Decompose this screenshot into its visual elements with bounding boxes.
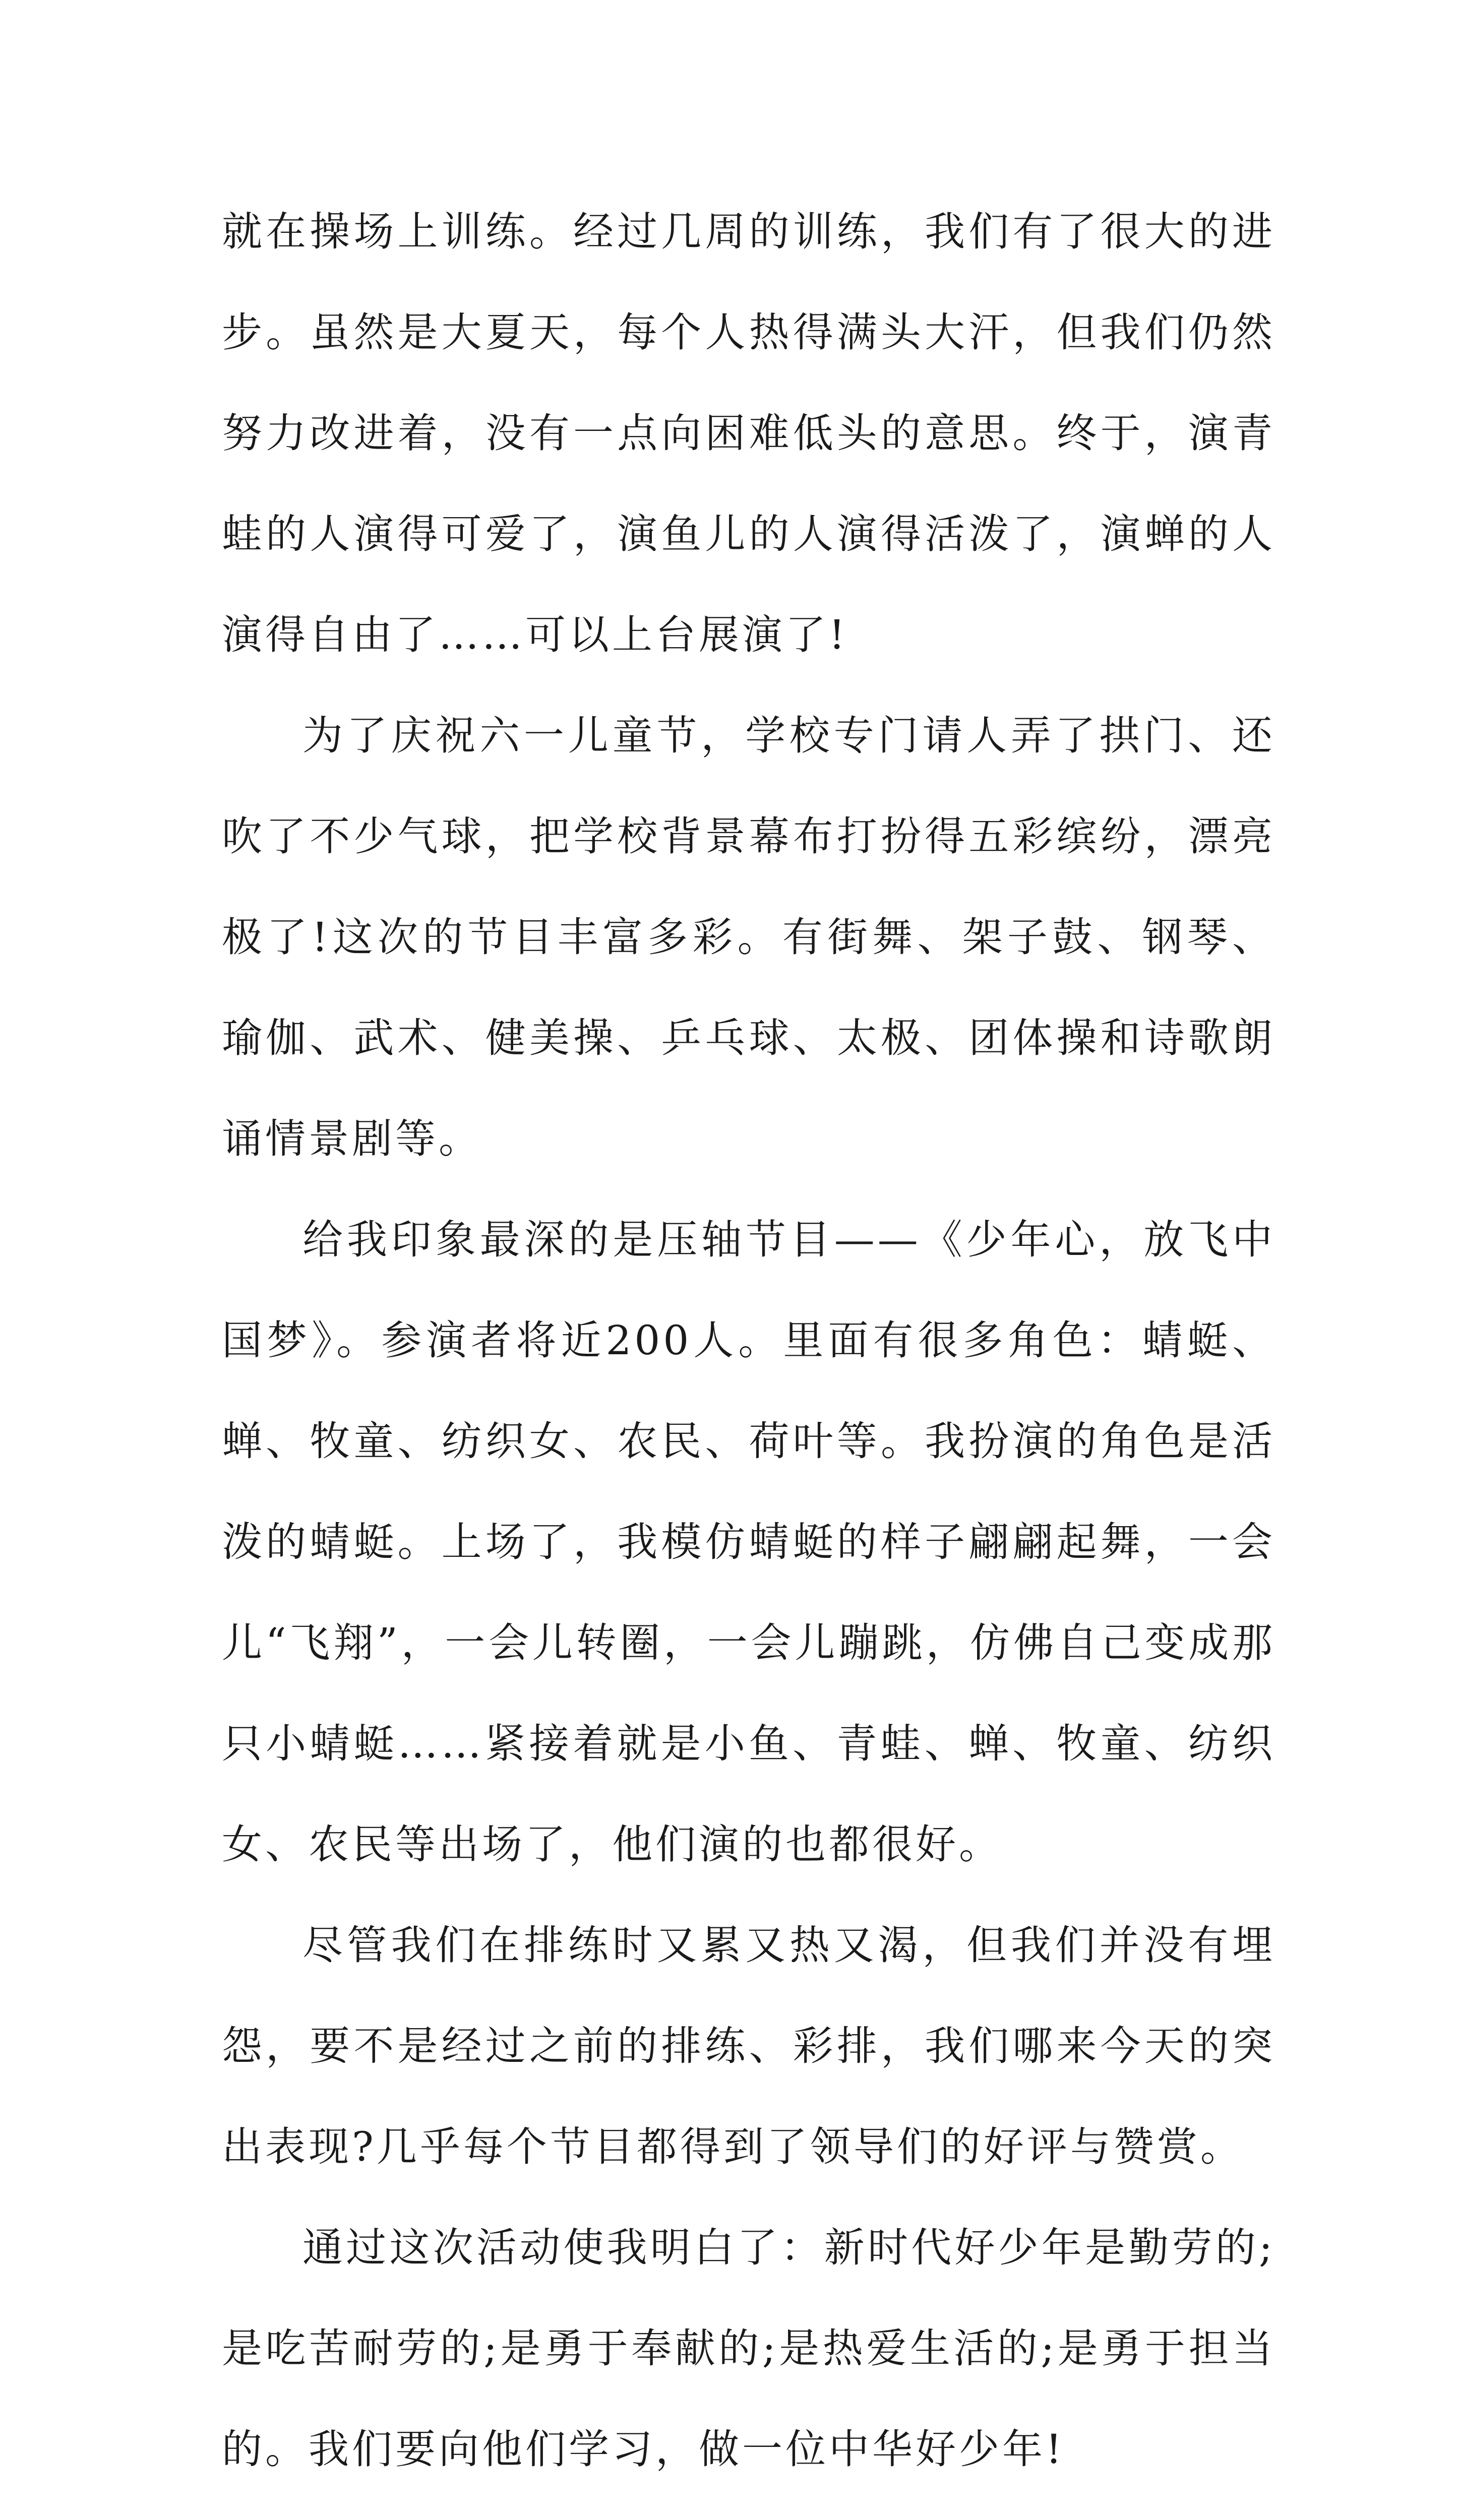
- paragraph-celebration: 为了庆祝六一儿童节，学校专门请人弄了拱门、还吹了不少气球，把学校背景幕布打扮得五彩缤纷，漂亮极了!这次的节目丰富多彩。有街舞、架子鼓、钢琴、瑜伽、武术、健美操、乒乓球、太极、团体操和诗歌朗诵情景剧等。: [222, 712, 1275, 1162]
- paragraph-finale: 给我印象最深的是压轴节目——《少年心，放飞中国梦》。参演者将近200人。里面有很多角色：蜻蜓、蝉、牧童、纺织女、农民、荷叶等。我扮演的角色是活泼的蜻蜓。上场了，我模仿蜻蜓的样子翩翩起舞，一会儿“飞翔”，一会儿转圈，一会儿蹦跳，仿佛自己变成那只小蜻蜓……紧接着就是小鱼、青蛙、蝉、牧童、纺织女、农民等出场了，他们演的也都很好。: [222, 1216, 1275, 1868]
- paragraph-rehearsal: 尽管我们在排练时又累又热又渴，但我们并没有埋怨，要不是经过之前的排练、彩排，我们哪来今天的突出表现?几乎每个节目都得到了领导们的好评与赞赏。: [222, 1922, 1275, 2170]
- paragraph-continuation: 就在操场上训练。经过几周的训练，我们有了很大的进步。虽然是大夏天，每个人热得满头大汗，但我们仍然努力改进着，没有一点向困难低头的意思。终于，演青蛙的人演得可爱了，演鱼儿的人演得活泼了，演蝉的人演得自由了……可以上台展演了!: [222, 208, 1275, 658]
- essay-body: [222, 181, 1275, 2520]
- section-heading: [222, 2500, 1275, 2520]
- paragraph-lesson: 通过这次活动使我明白了：新时代好少年是勤劳的;是吃苦耐劳的;是勇于奉献的;是热爱生活的;是勇于担当的。我们要向他们学习，做一位中华好少年!: [222, 2224, 1275, 2473]
